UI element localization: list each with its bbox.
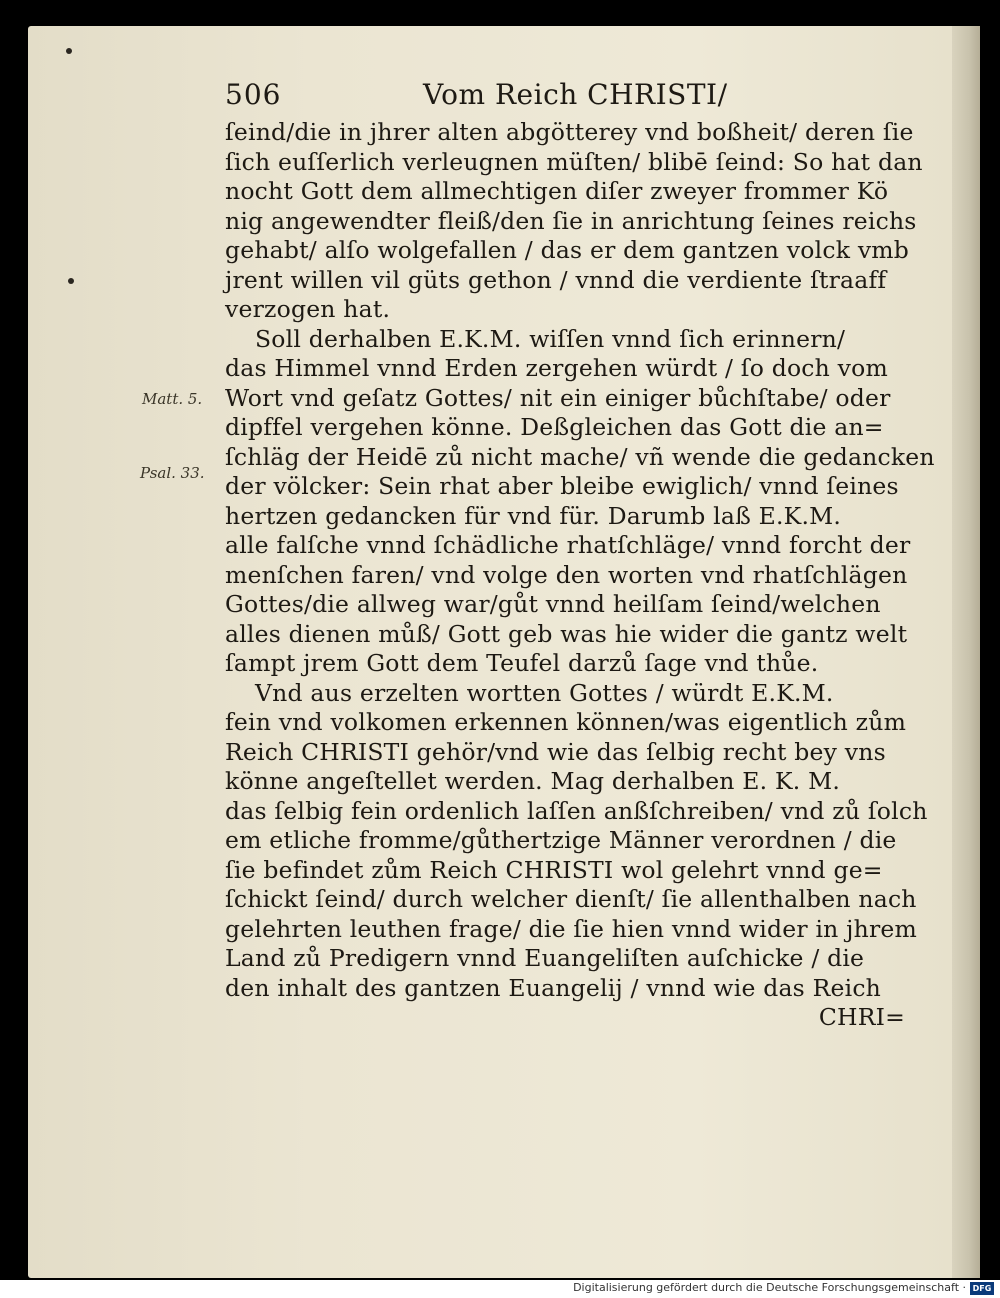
text-line: ſchickt ſeind/ durch welcher dienſt/ ſie allenthalben nach (225, 885, 917, 913)
text-line: den inhalt des gantzen Euangelij / vnnd wie das Reich (225, 973, 882, 1002)
text-line: nocht Gott dem allmechtigen diſer zweyer frommer Kö (225, 177, 889, 205)
text-line: jrent willen vil güts gethon / vnnd die verdiente ſtraaff (225, 265, 887, 294)
text-line: ſich euſſerlich verleugnen müſten/ blibē ſeind: So hat dan (225, 147, 923, 176)
catchword: CHRI= (818, 1003, 905, 1031)
text-line: das ſelbig fein ordenlich laſſen anßſchreiben/ vnd zů ſolch (225, 796, 928, 825)
text-line: ſchläg der Heidē zů nicht mache/ vñ wende die gedancken (225, 442, 935, 471)
text-line: ſampt jrem Gott dem Teufel darzů ſage vnd thůe. (225, 649, 819, 677)
text-line: ſeind/die in jhrer alten abgötterey vnd boßheit/ deren ſie (225, 118, 914, 146)
text-line: fein vnd volkomen erkennen können/was eigentlich zům (225, 708, 907, 736)
page-number: 506 (225, 78, 282, 111)
body-text (225, 118, 935, 1033)
ink-spot (68, 278, 74, 284)
text-line: Gottes/die allweg war/gůt vnnd heilſam ſeind/welchen (225, 590, 881, 618)
dfg-logo-icon: DFG (970, 1282, 994, 1295)
footer-bar (0, 1280, 1000, 1298)
text-line: Land zů Predigern vnnd Euangeliſten auſchicke / die (225, 944, 865, 972)
text-line: das Himmel vnnd Erden zergehen würdt / ſo doch vom (225, 354, 888, 382)
funding-credit: Digitalisierung gefördert durch die Deutsche Forschungsgemeinschaft · (573, 1281, 966, 1294)
text-line: gelehrten leuthen frage/ die ſie hien vnnd wider in jhrem (225, 914, 918, 943)
ink-spot (66, 48, 72, 54)
text-line: Wort vnd geſatz Gottes/ nit ein einiger bůchſtabe/ oder (225, 383, 891, 412)
text-line: gehabt/ alſo wolgefallen / das er dem gantzen volck vmb (225, 236, 910, 264)
page-header (225, 78, 765, 118)
text-line: nig angewendter fleiß/den ſie in anrichtung ſeines reichs (225, 206, 917, 235)
text-line: Vnd aus erzelten wortten Gottes / würdt E.K.M. (255, 678, 834, 707)
text-line: alles dienen můß/ Gott geb was hie wider die gantz welt (225, 619, 908, 648)
text-line: Reich CHRISTI gehör/vnd wie das ſelbig recht bey vns (225, 737, 886, 766)
running-title: Vom Reich CHRISTI/ (423, 78, 728, 111)
text-line: alle falſche vnnd ſchädliche rhatſchläge/ vnnd forcht der (225, 531, 911, 559)
page-edge-shadow (952, 26, 980, 1278)
text-line: verzogen hat. (225, 295, 391, 323)
text-line: Soll derhalben E.K.M. wiſſen vnnd ſich erinnern/ (255, 324, 846, 353)
text-line: ſie befindet zům Reich CHRISTI wol gelehrt vnnd ge= (225, 855, 883, 884)
text-line: menſchen faren/ vnd volge den worten vnd rhatſchlägen (225, 560, 908, 589)
marginal-note: Psal. 33. (140, 464, 205, 482)
text-line: dipffel vergehen könne. Deßgleichen das Gott die an= (225, 413, 884, 441)
marginal-note: Matt. 5. (142, 390, 203, 408)
text-line: em etliche fromme/gůthertzige Männer verordnen / die (225, 826, 897, 854)
text-line: der völcker: Sein rhat aber bleibe ewiglich/ vnnd ſeines (225, 472, 899, 500)
text-line: könne angeſtellet werden. Mag derhalben E. K. M. (225, 767, 841, 795)
text-line: hertzen gedancken für vnd für. Darumb laß E.K.M. (225, 501, 842, 530)
